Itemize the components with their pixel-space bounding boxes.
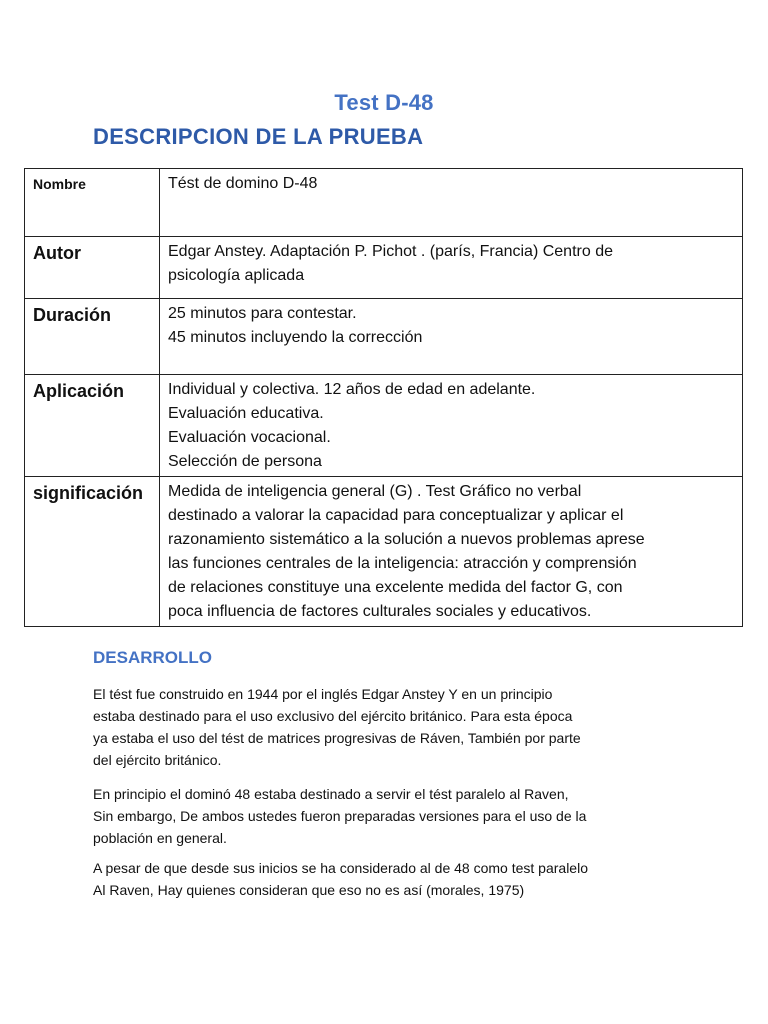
row-value-aplicacion [160,375,743,477]
table-row-nombre [25,169,743,237]
table-row-duracion [25,299,743,375]
row-label-aplicacion: Aplicación [25,375,160,477]
paragraph-line: ya estaba el uso del tést de matrices progresivas de Ráven, También por parte [93,730,581,746]
value-line: 25 minutos para contestar. [168,305,357,322]
value-line: Tést de domino D-48 [168,175,318,192]
paragraph-line: El tést fue construido en 1944 por el inglés Edgar Anstey Y en un principio [93,686,553,702]
document-subtitle: DESCRIPCION DE LA PRUEBA [93,124,424,149]
value-line: Edgar Anstey. Adaptación P. Pichot . (parís, Francia) Centro de [168,243,613,260]
paragraph-line: Al Raven, Hay quienes consideran que eso no es así (morales, 1975) [93,882,525,898]
row-value-autor [160,237,743,299]
value-line: Individual y colectiva. 12 años de edad en adelante. [168,381,536,398]
value-line: destinado a valorar la capacidad para conceptualizar y aplicar el [168,507,624,524]
paragraph-1 [93,683,693,771]
value-line: razonamiento sistemático a la solución a nuevos problemas aprese [168,531,645,548]
row-label-autor: Autor [25,237,160,299]
paragraph-line: A pesar de que desde sus inicios se ha considerado al de 48 como test paralelo [93,860,588,876]
paragraph-line: estaba destinado para el uso exclusivo del ejército británico. Para esta época [93,708,573,724]
row-value-nombre [160,169,743,237]
paragraph-line: del ejército británico. [93,752,222,768]
paragraph-line: población en general. [93,830,227,846]
row-label-significacion: significación [25,477,160,627]
value-line: Medida de inteligencia general (G) . Test Gráfico no verbal [168,483,582,500]
table-row-autor [25,237,743,299]
value-line: Evaluación vocacional. [168,429,331,446]
value-line: psicología aplicada [168,267,305,284]
table-row-significacion [25,477,743,627]
section-heading-desarrollo: DESARROLLO [93,648,212,667]
value-line: de relaciones constituye una excelente medida del factor G, con [168,579,623,596]
paragraph-line: En principio el dominó 48 estaba destinado a servir el tést paralelo al Raven, [93,786,569,802]
value-line: las funciones centrales de la inteligencia: atracción y comprensión [168,555,637,572]
value-line: Evaluación educativa. [168,405,324,422]
paragraph-3 [93,857,693,901]
row-label-nombre: Nombre [25,169,160,237]
value-line: Selección de persona [168,453,322,470]
row-value-significacion [160,477,743,627]
value-line: 45 minutos incluyendo la corrección [168,329,423,346]
paragraph-2 [93,783,693,849]
description-table [24,168,743,627]
document-title: Test D-48 [334,90,434,115]
value-line: poca influencia de factores culturales sociales y educativos. [168,603,592,620]
table-row-aplicacion [25,375,743,477]
paragraph-line: Sin embargo, De ambos ustedes fueron preparadas versiones para el uso de la [93,808,587,824]
row-label-duracion: Duración [25,299,160,375]
row-value-duracion [160,299,743,375]
